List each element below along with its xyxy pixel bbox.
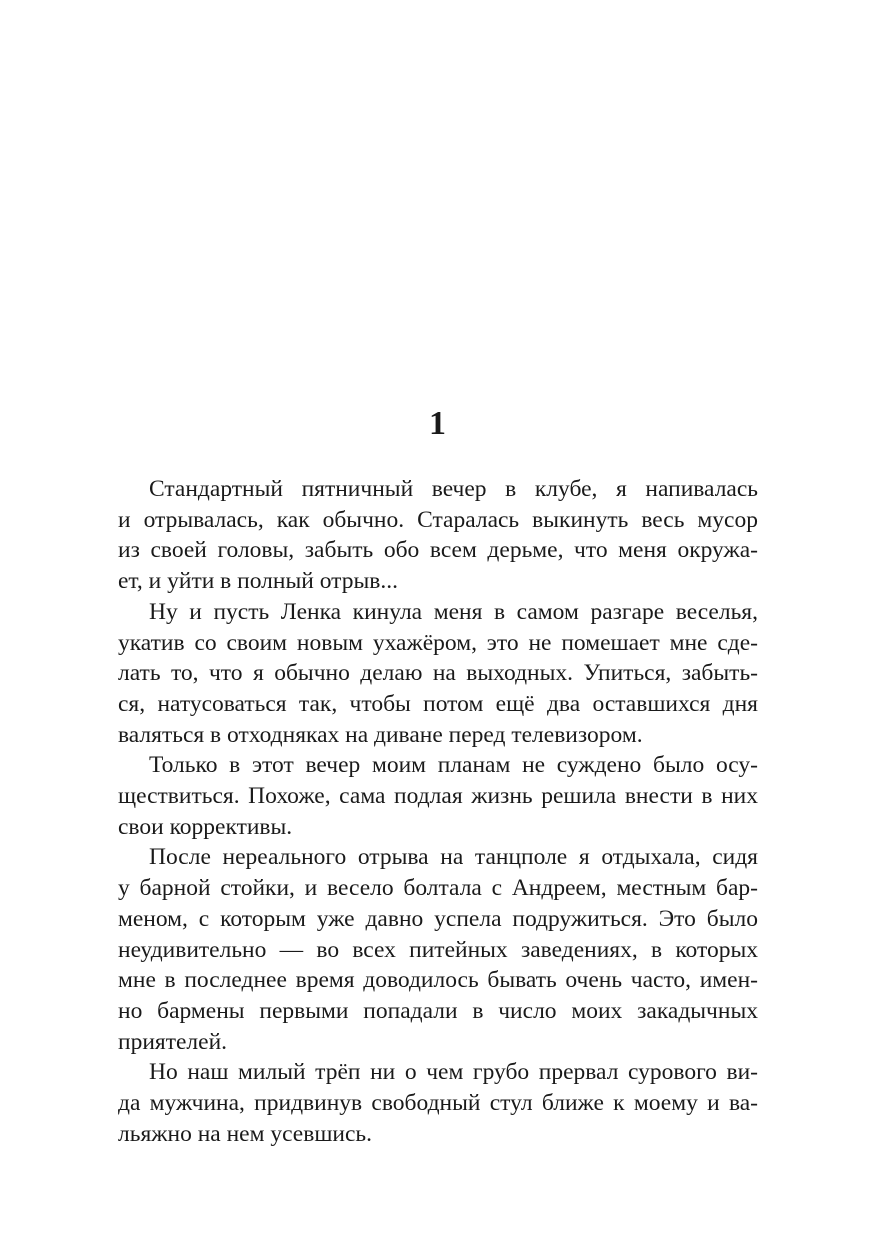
paragraph [118,750,758,842]
text-line: свои коррективы. [118,813,293,840]
text-line: и отрывалась, как обычно. Старалась выкинуть весь мусор [118,506,758,533]
paragraph [118,474,758,597]
text-line: После нереального отрыва на танцполе я отдыхала, сидя [149,844,758,871]
text-line: ся, натусоваться так, чтобы потом ещё два оставшихся дня [118,690,758,717]
text-line: ет, и уйти в полный отрыв... [118,568,398,595]
text-line: Только в этот вечер моим планам не суждено было осу- [149,752,758,779]
text-line: Стандартный пятничный вечер в клубе, я напивалась [149,476,758,502]
chapter-number: 1 [429,405,446,442]
text-line: Но наш милый трёп ни о чем грубо прервал сурового ви- [149,1059,758,1086]
text-line: валяться в отходняках на диване перед телевизором. [118,721,643,748]
text-line: ществиться. Похоже, сама подлая жизнь решила внести в них [118,783,758,810]
text-line: приятелей. [118,1028,228,1055]
paragraph [118,597,758,751]
text-line: у барной стойки, и весело болтала с Андреем, местным бар- [118,875,758,902]
text-line: укатив со своим новым ухажёром, это не помешает мне сде- [118,629,758,656]
text-line: но бармены первыми попадали в число моих закадычных [118,997,758,1024]
text-line: меном, с которым уже давно успела подружиться. Это было [118,905,758,932]
text-line: льяжно на нем усевшись. [118,1120,373,1147]
paragraph [118,1057,758,1149]
chapter-text [118,474,758,1149]
text-line: лать то, что я обычно делаю на выходных. Упиться, забыть- [118,660,758,687]
text-line: да мужчина, придвинув свободный стул ближе к моему и ва- [118,1090,758,1117]
text-line: мне в последнее время доводилось бывать очень часто, имен- [118,967,758,994]
text-line: Ну и пусть Ленка кинула меня в самом разгаре веселья, [149,598,758,625]
text-line: неудивительно — во всех питейных заведениях, в которых [118,936,758,963]
paragraph [118,842,758,1057]
text-line: из своей головы, забыть обо всем дерьме, что меня окружа- [118,537,758,564]
